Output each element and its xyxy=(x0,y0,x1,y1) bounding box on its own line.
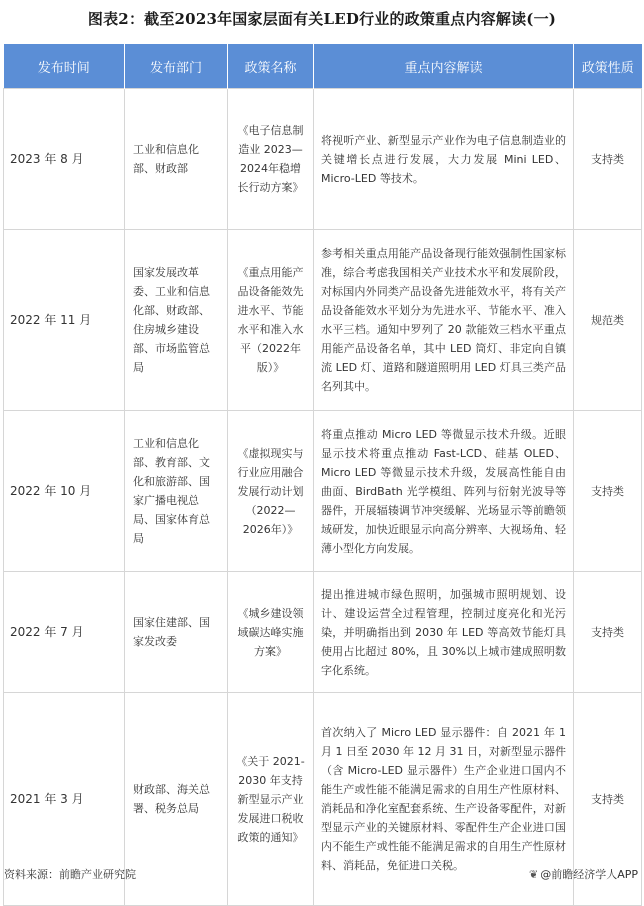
cell-dept: 财政部、海关总署、税务总局 xyxy=(125,693,228,906)
cell-content: 将视听产业、新型显示产业作为电子信息制造业的关键增长点进行发展，大力发展 Mini LED、Micro-LED 等技术。 xyxy=(314,89,574,230)
cell-dept: 工业和信息化部、教育部、文化和旅游部、国家广播电视总局、国家体育总局 xyxy=(125,411,228,572)
cell-content: 提出推进城市绿色照明，加强城市照明规划、设计、建设运营全过程管理，控制过度亮化和光污染，并明确指出到 2030 年 LED 等高效节能灯具使用占比超过 80%，且 30%以上城市建成照明数字化系统。 xyxy=(314,572,574,693)
header-nature: 政策性质 xyxy=(574,44,642,89)
page-title: 图表2：截至2023年国家层面有关LED行业的政策重点内容解读(一) xyxy=(87,10,557,28)
cell-policy: 《电子信息制造业 2023—2024年稳增长行动方案》 xyxy=(228,89,314,230)
cell-date: 2022 年 11 月 xyxy=(4,230,125,411)
header-policy: 政策名称 xyxy=(228,44,314,89)
cell-nature: 支持类 xyxy=(574,411,642,572)
cell-policy: 《重点用能产品设备能效先进水平、节能水平和准入水平（2022年版）》 xyxy=(228,230,314,411)
cell-policy: 《关于 2021-2030 年支持新型显示产业发展进口税收政策的通知》 xyxy=(228,693,314,906)
table-row xyxy=(4,411,642,572)
cell-nature: 规范类 xyxy=(574,230,642,411)
cell-dept: 国家发展改革委、工业和信息化部、财政部、住房城乡建设部、市场监管总局 xyxy=(125,230,228,411)
cell-nature: 支持类 xyxy=(574,693,642,906)
table-header-row xyxy=(4,44,642,89)
brand-credit xyxy=(529,866,638,882)
table-row xyxy=(4,572,642,693)
cell-dept: 工业和信息化部、财政部 xyxy=(125,89,228,230)
cell-policy: 《虚拟现实与行业应用融合发展行动计划（2022—2026年）》 xyxy=(228,411,314,572)
brand-label: @前瞻经济学人APP xyxy=(540,868,638,881)
cell-date: 2022 年 10 月 xyxy=(4,411,125,572)
cell-policy: 《城乡建设领域碳达峰实施方案》 xyxy=(228,572,314,693)
policy-table xyxy=(3,44,642,906)
cell-content: 参考相关重点用能产品设备现行能效强制性国家标准，综合考虑我国相关产业技术水平和发展阶段，对标国内外同类产品设备先进能效水平，将有关产品设备能效水平划分为先进水平、节能水平、准入水平三档。通知中罗列了 20 款能效三档水平重点用能产品设备名单，其中 LED 筒灯、非定向自镇流 LED 灯、道路和隧道照明用 LED 灯具三类产品名列其中。 xyxy=(314,230,574,411)
cell-date: 2023 年 8 月 xyxy=(4,89,125,230)
cell-content: 首次纳入了 Micro LED 显示器件：自 2021 年 1 月 1 日至 2030 年 12 月 31 日，对新型显示器件（含 Micro-LED 显示器件）生产企业进口国内不能生产或性能不能满足需求的自用生产性原材料、消耗品和净化室配套系统、生产设备零配件，对新型显示产业的关键原材料、零配件生产企业进口国内不能生产或性能不能满足需求的自用生产性原材料、消耗品，免征进口关税。 xyxy=(314,693,574,906)
header-dept: 发布部门 xyxy=(125,44,228,89)
cell-nature: 支持类 xyxy=(574,89,642,230)
cell-date: 2021 年 3 月 xyxy=(4,693,125,906)
cell-dept: 国家住建部、国家发改委 xyxy=(125,572,228,693)
cell-nature: 支持类 xyxy=(574,572,642,693)
source-note: 资料来源：前瞻产业研究院 xyxy=(4,868,136,881)
leaf-icon: ❦ xyxy=(528,868,539,881)
table-row xyxy=(4,89,642,230)
cell-date: 2022 年 7 月 xyxy=(4,572,125,693)
cell-content: 将重点推动 Micro LED 等微显示技术升级。近眼显示技术将重点推动 Fast-LCD、硅基 OLED、Micro LED 等微显示技术升级，发展高性能自由曲面、BirdBath 光学模组、阵列与衍射光波导等器件，开展辐辏调节冲突缓解、光场显示等前瞻领域研发，加快近眼显示向高分辨率、大视场角、轻薄小型化方向发展。 xyxy=(314,411,574,572)
table-row xyxy=(4,230,642,411)
header-content: 重点内容解读 xyxy=(314,44,574,89)
header-date: 发布时间 xyxy=(4,44,125,89)
